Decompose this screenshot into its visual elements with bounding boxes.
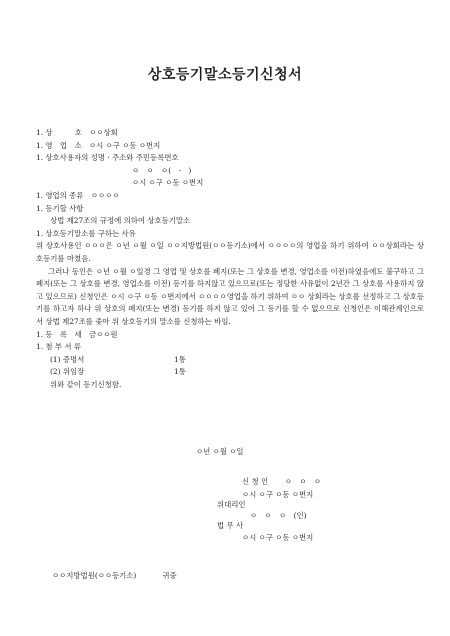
recipient-court-line — [52, 570, 177, 581]
reason-paragraph-1 — [36, 240, 424, 265]
business-office-line: 1. 영 업 소 ㅇ시 ㅇ구 ㅇ동 ㅇ번지 — [36, 140, 161, 150]
agent-label-1: 위대리인 — [217, 500, 246, 509]
closing-line: 위와 같이 등기신청함. — [50, 379, 122, 389]
applicant-line — [242, 476, 321, 487]
business-type-line: 1. 영업의 종류 ㅇㅇㅇㅇ — [36, 190, 120, 200]
registration-matter-line: 상법 제27조의 규정에 의하여 상호등기말소 — [50, 216, 191, 226]
owner-address-line: ㅇ시 ㅇ구 ㅇ동 ㅇ번지 — [132, 178, 204, 188]
agent-name: ㅇ ㅇ ㅇ (인) — [250, 511, 307, 520]
application-date: ㅇ년 ㅇ월 ㅇ일 — [196, 447, 244, 456]
owner-name-line: ㅇ ㅇ ㅇ( - ) — [132, 165, 192, 175]
registration-matter-header: 1. 등기할 사항 — [36, 203, 84, 213]
reason-paragraph-1-text: 위 상호사용인 ㅇㅇㅇ은 ㅇ년 ㅇ월 ㅇ일 ㅇㅇ지방법원(ㅇㅇ등기소)에서 ㅇㅇㅇㅇ의 영업을 하기 위하여 ㅇㅇ상회라는 상호등기를 마쳤음. — [36, 241, 424, 263]
document-title: 상호등기말소등기신청서 — [147, 67, 303, 83]
recipient-suffix: 귀중 — [162, 571, 177, 580]
attachment-count: 1통 — [174, 354, 186, 364]
owner-header-line: 1. 상호사용자의 성명ㆍ주소와 주민등록번호 — [36, 153, 179, 163]
attachments-header: 1. 첨 부 서 류 — [36, 342, 82, 352]
document-body — [36, 127, 424, 391]
reason-paragraph-2 — [36, 266, 424, 329]
attachment-count: 1통 — [174, 367, 186, 377]
registration-tax-line: 1. 등 록 세 금ㅇㅇ원 — [36, 329, 118, 339]
applicant-label: 신 청 인 — [242, 477, 269, 486]
recipient-court: ㅇㅇ지방법원(ㅇㅇ등기소) — [52, 571, 137, 580]
attachment-item — [36, 366, 424, 379]
reason-header: 1. 상호등기말소를 구하는 사유 — [36, 228, 136, 238]
attachment-name: (1) 증명서 — [50, 354, 85, 364]
attachment-item — [36, 354, 424, 367]
applicant-name: ㅇ ㅇ ㅇ — [284, 477, 322, 486]
reason-paragraph-2-text: 그러나 동인은 ㅇ년 ㅇ월 ㅇ일경 그 영업 및 상호를 폐지(또는 그 상호를 변경, 영업소를 이전)하였음에도 불구하고 그 폐지(또는 그 상호를 변경, 영업소를 이전) 등기를 하지않고 있으므로(또는 정당한 사유없이 2년간 그 상호를 사용하지 않고 있으므로) 신청인은 ㅇ시 ㅇ구 ㅇ동 ㅇ번지에서 ㅇㅇㅇㅇ영업을 하기 위하여 ㅇㅇ 상회라는 상호를 선정하고 그 상호등기를 하고자 하나 위 상호의 폐지(또는 변경) 등기를 하지 않고 있어 그 등기를 할 수 없으므로 신청인은 이해관계인으로서 상법 제27조를 좇아 위 상호등기의 말소를 신청하는 바임. — [36, 266, 424, 326]
attachment-name: (2) 위임장 — [50, 367, 85, 377]
agent-address: ㅇ시 ㅇ구 ㅇ동 ㅇ번지 — [242, 533, 314, 542]
trade-name-line: 1. 상 호 ㅇㅇ상회 — [36, 128, 118, 137]
applicant-address: ㅇ시 ㅇ구 ㅇ동 ㅇ번지 — [242, 490, 314, 499]
agent-label-2: 법 무 사 — [217, 521, 244, 530]
